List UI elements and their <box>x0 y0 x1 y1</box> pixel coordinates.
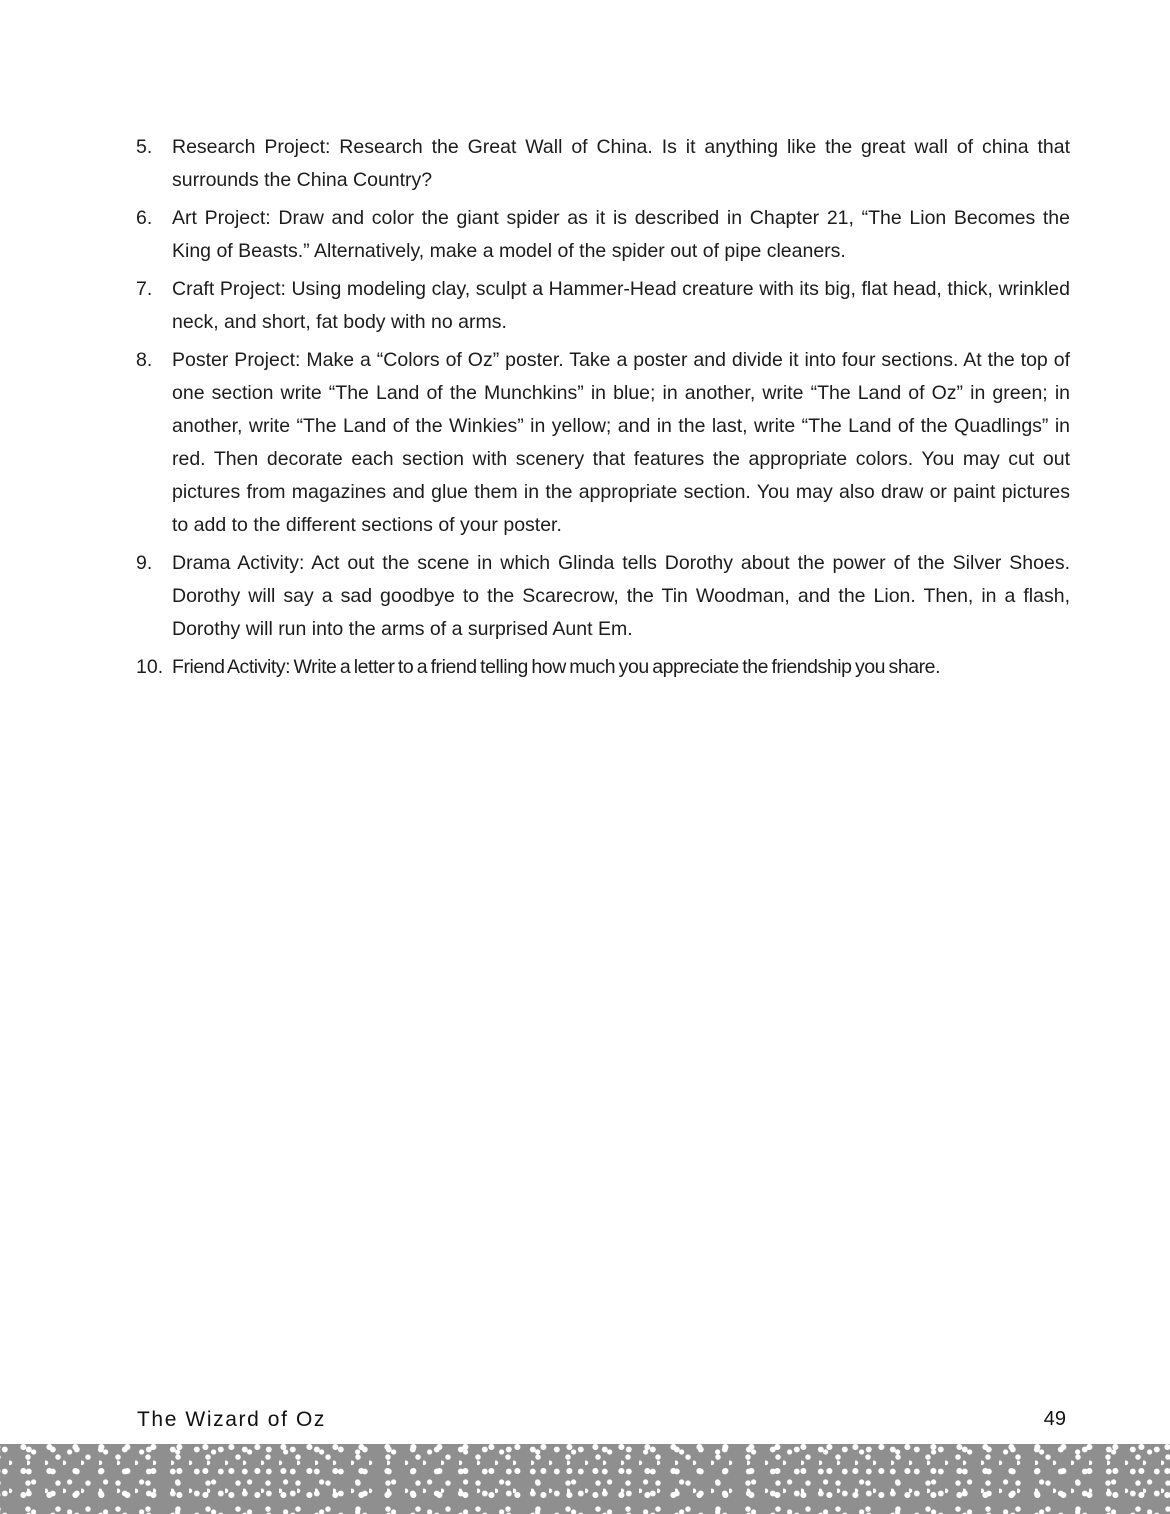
item-text: Friend Activity: Write a letter to a friend telling how much you appreciate the friendship you share. <box>172 656 941 678</box>
item-text: Craft Project: Using modeling clay, sculpt a Hammer-Head creature with its big, flat head, thick, wrinkled neck, and short, fat body with no arms. <box>172 278 1070 333</box>
item-text: Poster Project: Make a “Colors of Oz” poster. Take a poster and divide it into four sections. At the top of one section write “The Land of the Munchkins” in blue; in another, write “The Land of Oz” in green; in another, write “The Land of the Winkies” in yellow; and in the last, write “The Land of the Quadlings” in red. Then decorate each section with scenery that features the appropriate colors. You may cut out pictures from magazines and glue them in the appropriate section. You may also draw or paint pictures to add to the different sections of your poster. <box>172 349 1070 536</box>
item-number: 9. <box>136 552 153 574</box>
activity-list <box>136 131 1070 689</box>
decorative-pattern-band <box>0 1444 1170 1514</box>
list-item <box>136 131 1070 197</box>
item-text: Research Project: Research the Great Wall of China. Is it anything like the great wall of china that surrounds the China Country? <box>172 136 1070 191</box>
page-footer <box>137 1408 1066 1440</box>
page-number: 49 <box>1043 1408 1066 1430</box>
book-title: The Wizard of Oz <box>137 1408 326 1431</box>
list-item <box>136 651 1070 684</box>
item-number: 7. <box>136 278 153 300</box>
list-item <box>136 344 1070 542</box>
item-number: 10. <box>136 656 164 678</box>
item-number: 6. <box>136 207 153 229</box>
list-item <box>136 202 1070 268</box>
list-item <box>136 547 1070 646</box>
item-number: 8. <box>136 349 153 371</box>
list-item <box>136 273 1070 339</box>
item-number: 5. <box>136 136 153 158</box>
item-text: Drama Activity: Act out the scene in which Glinda tells Dorothy about the power of the Silver Shoes. Dorothy will say a sad goodbye to the Scarecrow, the Tin Woodman, and the Lion. Then, in a flash, Dorothy will run into the arms of a surprised Aunt Em. <box>172 552 1070 640</box>
item-text: Art Project: Draw and color the giant spider as it is described in Chapter 21, “The Lion Becomes the King of Beasts.” Alternatively, make a model of the spider out of pipe cleaners. <box>172 207 1070 262</box>
